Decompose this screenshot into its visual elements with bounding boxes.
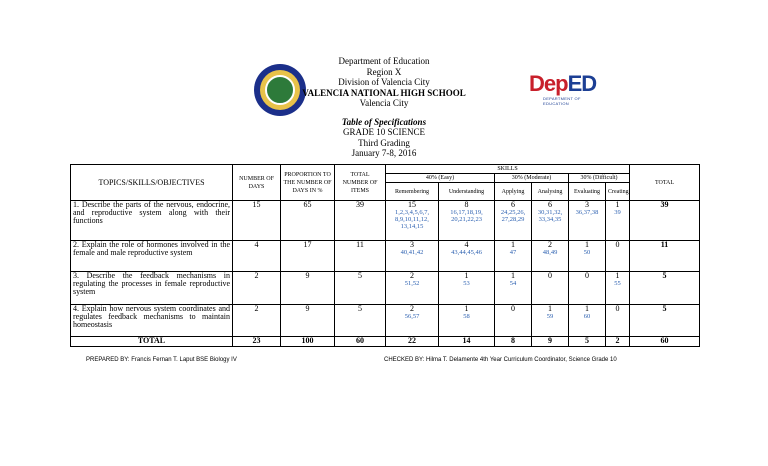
analysing-cell: 2 48,49 <box>532 241 569 272</box>
col-understanding: Understanding <box>439 183 495 201</box>
proportion-cell: 9 <box>281 272 335 305</box>
row-total-cell: 11 <box>630 241 700 272</box>
days-cell: 4 <box>233 241 281 272</box>
col-total: TOTAL <box>630 165 700 201</box>
deped-logo: DepED DEPARTMENT OF EDUCATION <box>529 71 597 106</box>
items-cell: 5 <box>335 272 386 305</box>
col-days: NUMBER OF DAYS <box>233 165 281 201</box>
understanding-cell: 1 58 <box>439 305 495 337</box>
evaluating-cell: 1 50 <box>569 241 606 272</box>
totals-remembering: 22 <box>386 337 439 347</box>
totals-analysing: 9 <box>532 337 569 347</box>
document-header <box>0 56 768 159</box>
col-skills: SKILLS <box>386 165 630 174</box>
understanding-cell: 4 43,44,45,46 <box>439 241 495 272</box>
analysing-cell: 6 30,31,32, 33,34,35 <box>532 201 569 241</box>
col-moderate: 30% (Moderate) <box>495 174 569 183</box>
days-cell: 2 <box>233 305 281 337</box>
specifications-table <box>70 164 700 347</box>
school-name: VALENCIA NATIONAL HIGH SCHOOL <box>302 87 466 98</box>
items-cell: 39 <box>335 201 386 241</box>
row-total-cell: 5 <box>630 305 700 337</box>
city-line: Valencia City <box>359 98 409 108</box>
totals-days: 23 <box>233 337 281 347</box>
col-proportion: PROPORTION TO THE NUMBER OF DAYS IN % <box>281 165 335 201</box>
col-difficult: 30% (Difficult) <box>569 174 630 183</box>
topic-cell: 4. Explain how nervous system coordinates and regulates feedback mechanisms to maintain homeostasis <box>71 305 233 337</box>
totals-proportion: 100 <box>281 337 335 347</box>
checked-by: CHECKED BY: Hilma T. Delamente 4th Year Curriculum Coordinator, Science Grade 10 <box>384 357 617 363</box>
col-items: TOTAL NUMBER OF ITEMS <box>335 165 386 201</box>
creating-cell: 0 <box>606 305 630 337</box>
table-row <box>71 305 700 337</box>
applying-cell: 0 <box>495 305 532 337</box>
row-total-cell: 5 <box>630 272 700 305</box>
totals-understanding: 14 <box>439 337 495 347</box>
understanding-cell: 8 16,17,18,19, 20,21,22,23 <box>439 201 495 241</box>
totals-applying: 8 <box>495 337 532 347</box>
col-easy: 40% (Easy) <box>386 174 495 183</box>
totals-items: 60 <box>335 337 386 347</box>
creating-cell: 1 55 <box>606 272 630 305</box>
col-analysing: Analysing <box>532 183 569 201</box>
evaluating-cell: 0 <box>569 272 606 305</box>
creating-cell: 0 <box>606 241 630 272</box>
remembering-cell: 15 1,2,3,4,5,6,7, 8,9,10,11,12, 13,14,15 <box>386 201 439 241</box>
remembering-cell: 2 51,52 <box>386 272 439 305</box>
table-row <box>71 241 700 272</box>
understanding-cell: 1 53 <box>439 272 495 305</box>
dept-line: Department of Education <box>338 56 430 66</box>
division-line: Division of Valencia City <box>338 77 430 87</box>
analysing-cell: 1 59 <box>532 305 569 337</box>
days-cell: 2 <box>233 272 281 305</box>
col-topics: TOPICS/SKILLS/OBJECTIVES <box>71 165 233 201</box>
totals-grand: 60 <box>630 337 700 347</box>
items-cell: 11 <box>335 241 386 272</box>
totals-evaluating: 5 <box>569 337 606 347</box>
days-cell: 15 <box>233 201 281 241</box>
table-row <box>71 272 700 305</box>
proportion-cell: 17 <box>281 241 335 272</box>
table-row <box>71 201 700 241</box>
date-line: January 7-8, 2016 <box>351 148 417 158</box>
prepared-by: PREPARED BY: Francis Fernan T. Laput BSE Biology IV <box>86 357 237 363</box>
applying-cell: 1 47 <box>495 241 532 272</box>
grade-line: GRADE 10 SCIENCE <box>342 127 425 137</box>
proportion-cell: 65 <box>281 201 335 241</box>
remembering-cell: 2 56,57 <box>386 305 439 337</box>
col-applying: Applying <box>495 183 532 201</box>
row-total-cell: 39 <box>630 201 700 241</box>
topic-cell: 1. Describe the parts of the nervous, endocrine, and reproductive system along with their functions <box>71 201 233 241</box>
region-line: Region X <box>366 66 402 77</box>
items-cell: 5 <box>335 305 386 337</box>
proportion-cell: 9 <box>281 305 335 337</box>
creating-cell: 1 39 <box>606 201 630 241</box>
col-remembering: Remembering <box>386 183 439 201</box>
applying-cell: 6 24,25,26, 27,28,29 <box>495 201 532 241</box>
evaluating-cell: 1 60 <box>569 305 606 337</box>
topic-cell: 2. Explain the role of hormones involved in the female and male reproductive system <box>71 241 233 272</box>
remembering-cell: 3 40,41,42 <box>386 241 439 272</box>
doc-title: Table of Specifications <box>341 116 427 127</box>
totals-row <box>71 337 700 347</box>
col-creating: Creating <box>606 183 630 201</box>
totals-label: TOTAL <box>71 337 233 347</box>
applying-cell: 1 54 <box>495 272 532 305</box>
totals-creating: 2 <box>606 337 630 347</box>
col-evaluating: Evaluating <box>569 183 606 201</box>
analysing-cell: 0 <box>532 272 569 305</box>
evaluating-cell: 3 36,37,38 <box>569 201 606 241</box>
topic-cell: 3. Describe the feedback mechanisms in regulating the processes in female reproductive system <box>71 272 233 305</box>
grading-line: Third Grading <box>358 137 410 148</box>
